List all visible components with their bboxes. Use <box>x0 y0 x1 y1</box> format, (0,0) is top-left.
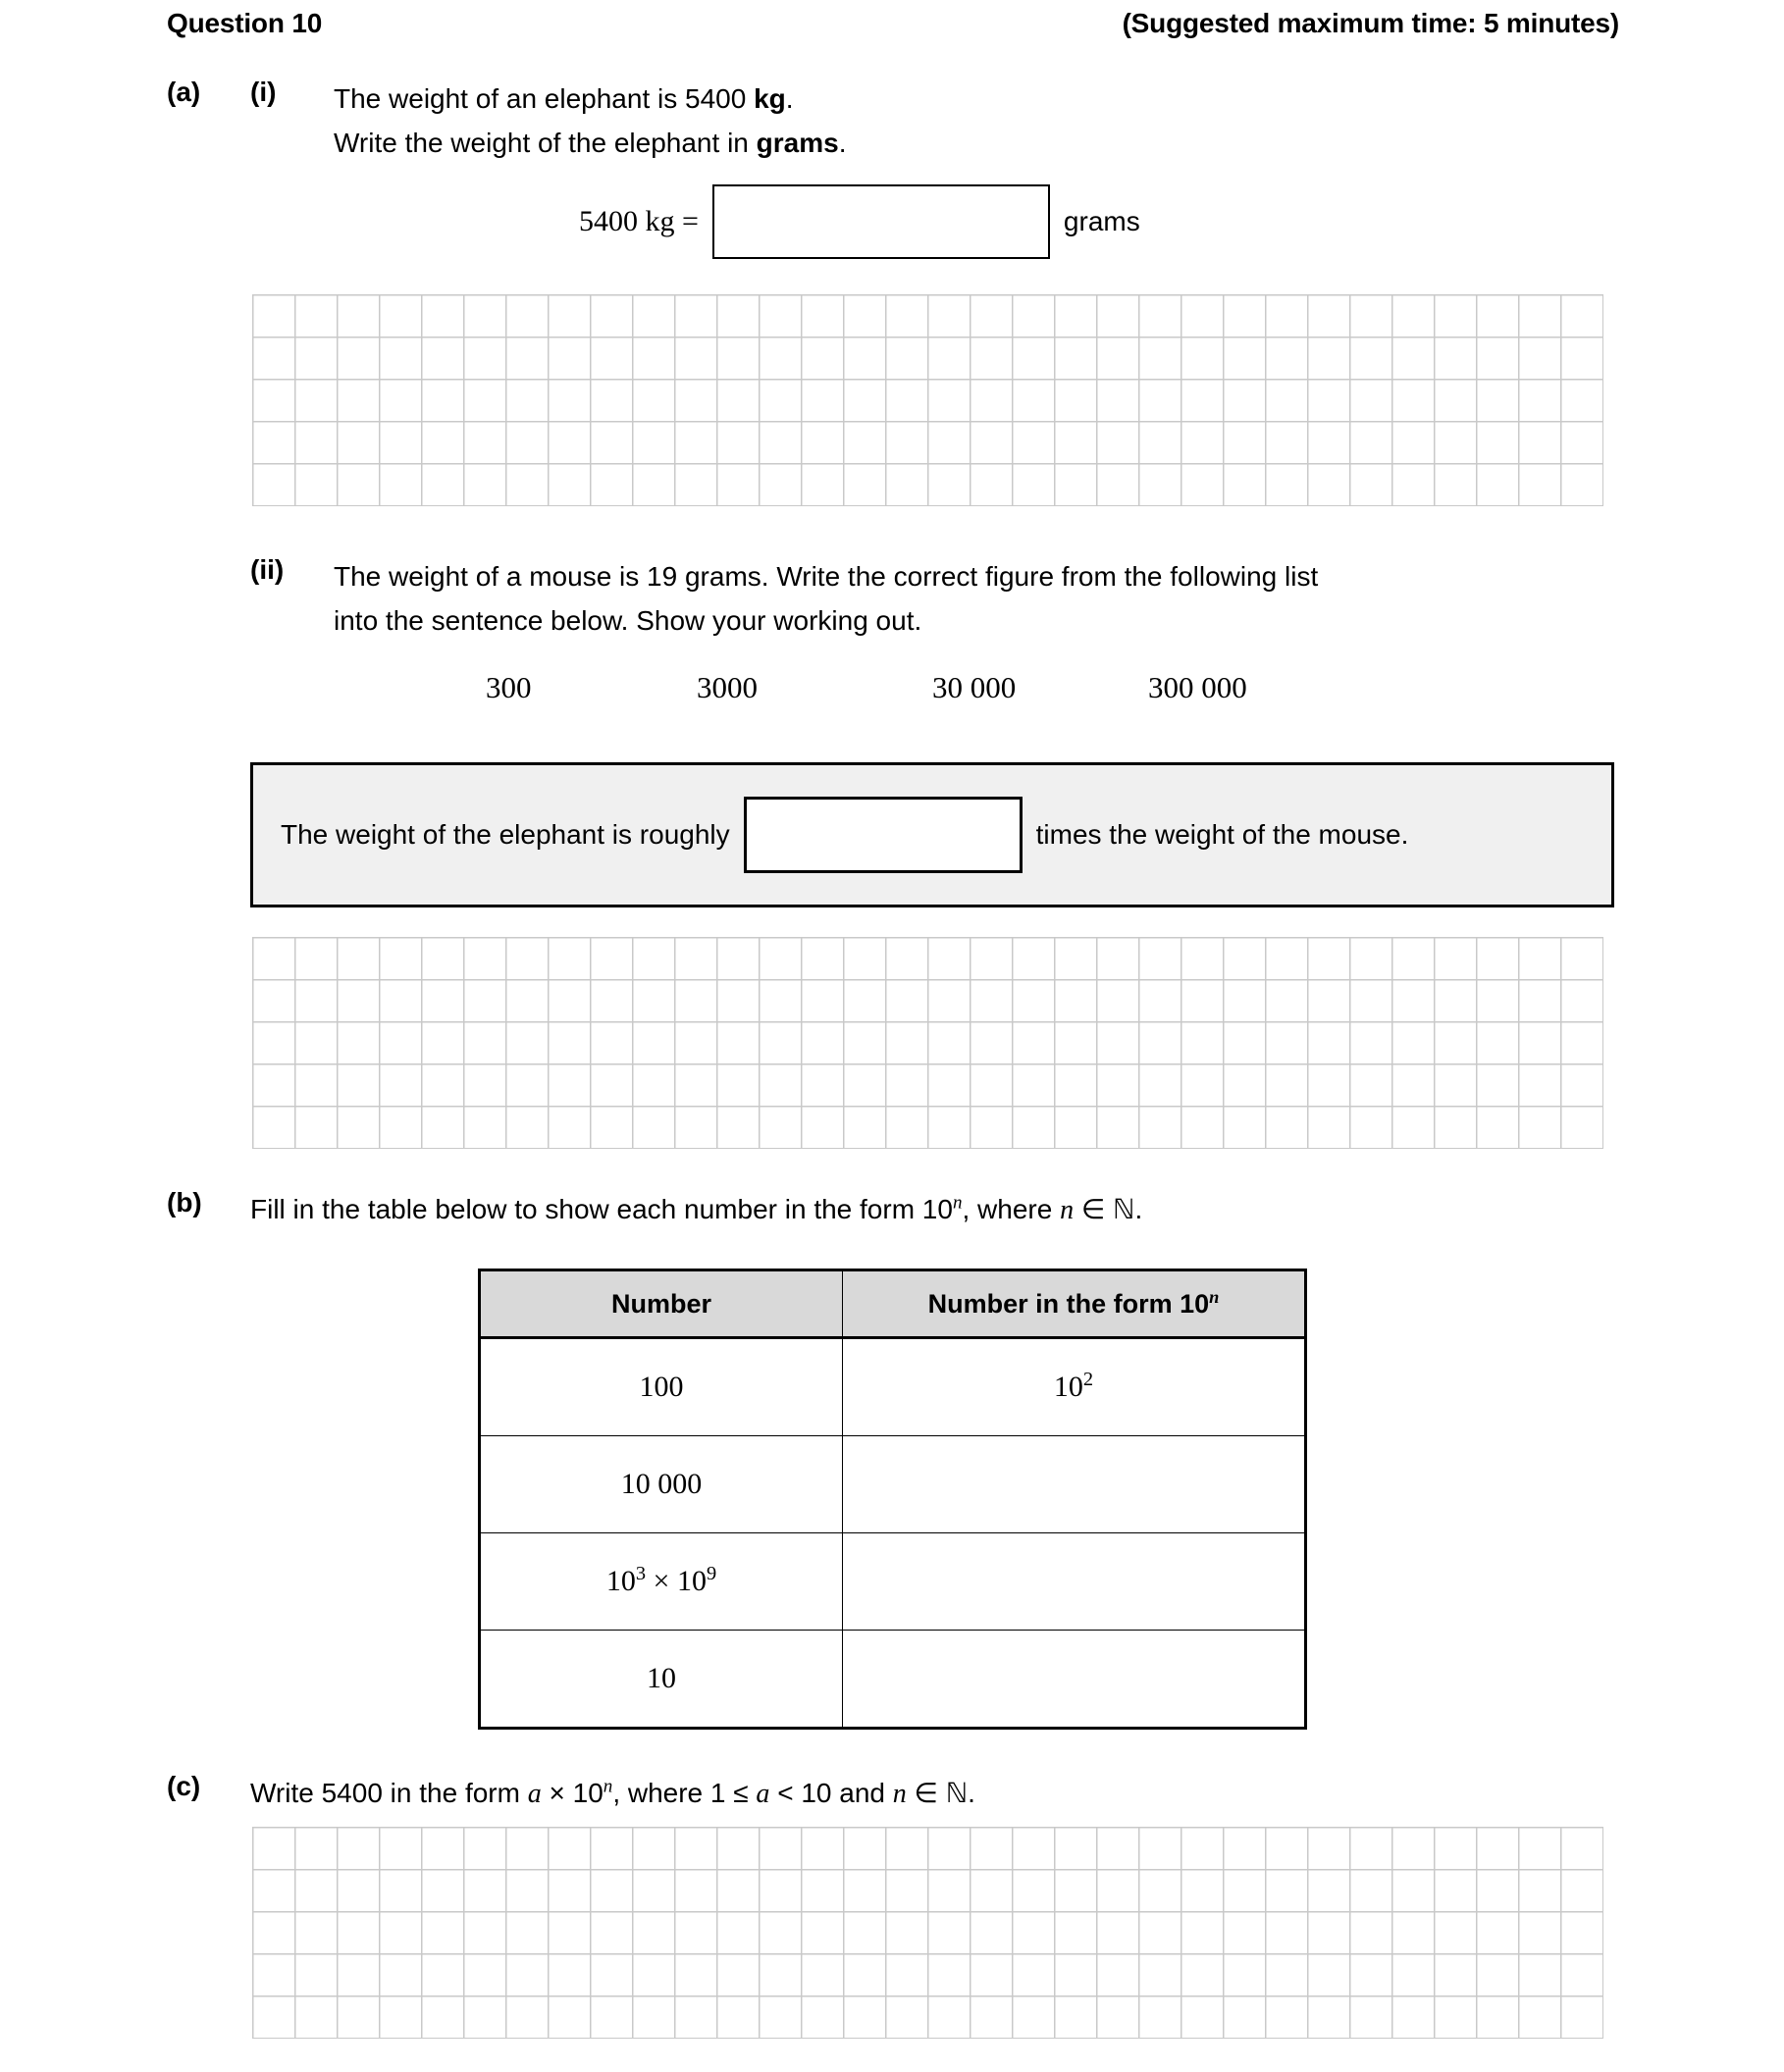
sentence-answer-box <box>250 762 1614 907</box>
table-cell-form-1[interactable] <box>843 1436 1306 1533</box>
cell-form-text-0: 10 <box>1053 1371 1083 1403</box>
cell-number-text-3: 10 <box>647 1662 676 1694</box>
part-c-variable-n: n <box>892 1779 907 1809</box>
table-header-form-exponent: n <box>1209 1286 1220 1307</box>
option-value-1: 3000 <box>697 670 758 704</box>
sentence-suffix-text: times the weight of the mouse. <box>1035 819 1409 850</box>
part-a-i-label: (i) <box>250 77 277 107</box>
options-list <box>486 670 1247 705</box>
part-a-ii-line2: into the sentence below. Show your working out. <box>334 605 922 636</box>
part-a-ii-line1: The weight of a mouse is 19 grams. Write the correct figure from the following list <box>334 561 1319 592</box>
table-row <box>480 1533 1306 1631</box>
cell-number-text-1: 10 000 <box>620 1468 703 1500</box>
working-grid-c[interactable] <box>252 1827 1603 2039</box>
part-a-i-line1-text: The weight of an elephant is 5400 <box>334 83 755 114</box>
part-c-instruction-post: ∈ ℕ. <box>906 1778 975 1808</box>
table-header-form-text: Number in the form 10 <box>927 1288 1210 1319</box>
answer-unit-label: grams <box>1063 206 1140 236</box>
table-cell-form-3[interactable] <box>843 1631 1306 1729</box>
part-a-i-line2-end: . <box>838 128 847 158</box>
part-c-instruction-pre: Write 5400 in the form <box>250 1778 528 1808</box>
table-cell-number-3 <box>480 1631 843 1729</box>
sentence-blank-input[interactable] <box>744 797 1023 873</box>
table-header-form <box>843 1270 1306 1338</box>
option-value-0: 300 <box>486 670 532 704</box>
answer-input-grams[interactable] <box>712 184 1050 259</box>
part-c-label: (c) <box>167 1771 201 1801</box>
part-c-instruction-mid: , where 1 ≤ <box>612 1778 757 1808</box>
part-b-label: (b) <box>167 1187 202 1217</box>
part-b-instruction-mid: , where <box>962 1194 1061 1224</box>
part-a-label: (a) <box>167 77 201 107</box>
sentence-prefix-text: The weight of the elephant is roughly <box>281 819 730 850</box>
cell-number-exponent-2: 3 <box>635 1563 647 1584</box>
part-a-i-line1-bold: kg <box>754 83 786 114</box>
cell-number-text-2: 10 <box>605 1565 636 1597</box>
part-a-i-line1-end: . <box>785 83 794 114</box>
part-b-instruction-post: ∈ ℕ. <box>1074 1194 1143 1224</box>
table-header-row <box>480 1270 1306 1338</box>
part-c-variable-a: a <box>527 1779 542 1809</box>
part-b-instruction <box>250 1187 1142 1232</box>
table-cell-number-1 <box>480 1436 843 1533</box>
working-grid-a-i[interactable] <box>252 294 1603 506</box>
part-a-i-line1 <box>334 77 794 121</box>
powers-of-ten-table <box>478 1269 1307 1730</box>
part-c-times-ten: × 10 <box>541 1778 603 1808</box>
part-b-instruction-pre: Fill in the table below to show each number in the form 10 <box>250 1194 953 1224</box>
table-row <box>480 1436 1306 1533</box>
answer-prefix-label: 5400 kg = <box>579 205 699 237</box>
part-b-variable-n: n <box>1060 1195 1075 1225</box>
cell-number-post-2: × 10 <box>646 1565 707 1597</box>
part-c-instruction-mid2: < 10 and <box>769 1778 893 1808</box>
suggested-time-note: (Suggested maximum time: 5 minutes) <box>1122 8 1619 38</box>
part-a-i-line2-text: Write the weight of the elephant in <box>334 128 757 158</box>
table-cell-number-0 <box>480 1338 843 1436</box>
table-cell-form-2[interactable] <box>843 1533 1306 1631</box>
cell-form-exponent-0: 2 <box>1082 1369 1094 1390</box>
table-row <box>480 1338 1306 1436</box>
table-cell-form-0[interactable] <box>843 1338 1306 1436</box>
part-b-exponent: n <box>952 1192 963 1214</box>
part-a-ii-label: (ii) <box>250 554 285 585</box>
part-a-i-line2-bold: grams <box>756 128 839 158</box>
question-label: Question 10 <box>167 8 323 38</box>
part-c-instruction <box>250 1771 975 1816</box>
option-value-2: 30 000 <box>932 670 1017 704</box>
option-value-3: 300 000 <box>1148 670 1247 704</box>
table-cell-number-2 <box>480 1533 843 1631</box>
cell-number-post-exponent-2: 9 <box>706 1563 717 1584</box>
table-row <box>480 1631 1306 1729</box>
part-a-i-line2 <box>334 121 846 165</box>
page-header <box>167 8 1619 39</box>
working-grid-a-ii[interactable] <box>252 937 1603 1149</box>
table-header-number: Number <box>480 1270 843 1338</box>
part-c-exponent: n <box>603 1776 613 1797</box>
cell-number-text-0: 100 <box>639 1371 684 1403</box>
part-c-variable-a2: a <box>756 1779 770 1809</box>
part-a-i-answer-line <box>579 184 1140 259</box>
